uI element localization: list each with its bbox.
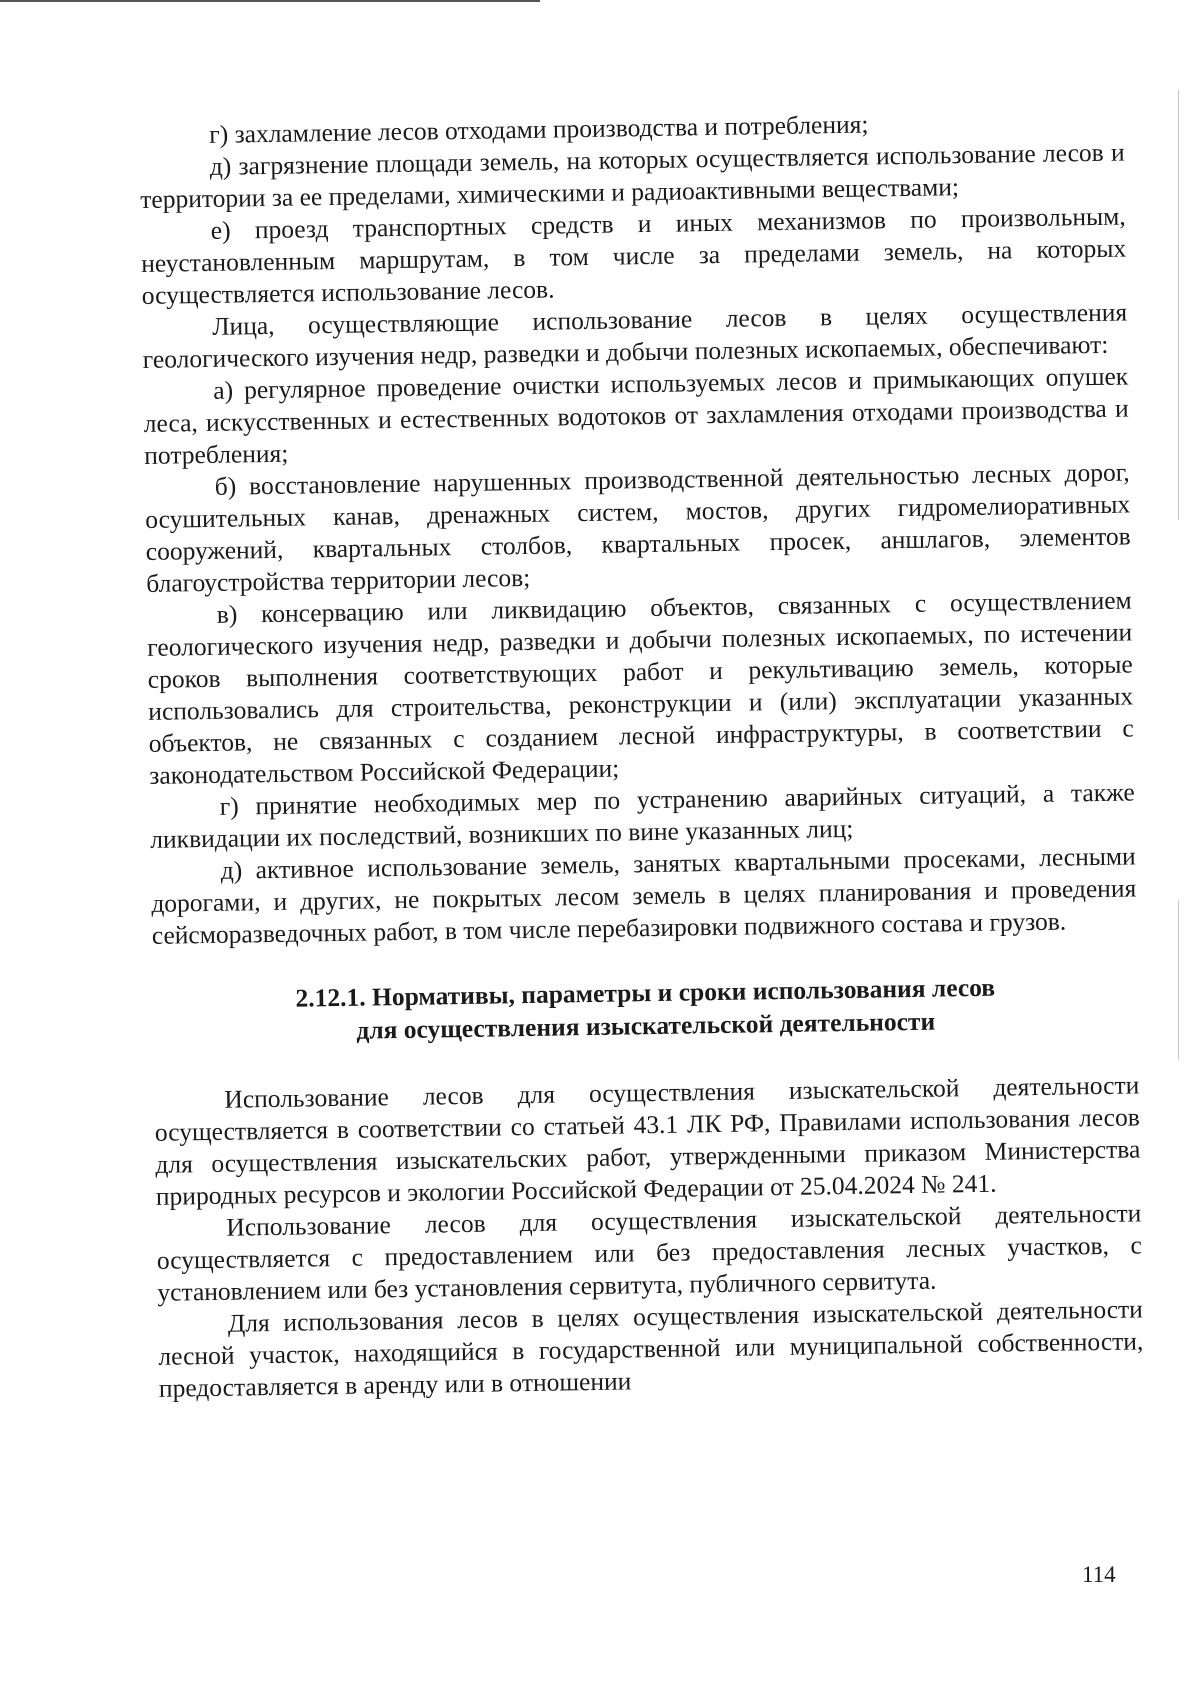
top-border-line (0, 0, 540, 2)
paragraph: е) проезд транспортных средств и иных механизмов по произвольным, неустановленным маршрутам, в том числе за пределами земель, на которых осуществляется использование лесов. (141, 201, 1127, 310)
scan-edge-line (1178, 90, 1179, 520)
paragraph: б) восстановление нарушенных производственной деятельностью лесных дорог, осушительных канав, дренажных систем, мостов, других гидромелиоративных сооружений, квартальных столбов, квартальных просек, аншлагов, элементов благоустройства территории лесов; (145, 457, 1131, 598)
paragraph: Использование лесов для осуществления изыскательской деятельности осуществляется в соответствии со статьей 43.1 ЛК РФ, Правилами использования лесов для осуществления изыскательских работ, утвержденными приказом Министерства природных ресурсов и экологии Российской Федерации от 25.04.2024 № 241. (154, 1070, 1141, 1211)
paragraph: г) принятие необходимых мер по устранению аварийных ситуаций, а также ликвидации их последствий, возникших по вине указанных лиц; (150, 777, 1135, 854)
paragraph: д) активное использование земель, занятых квартальными просеками, лесными дорогами, и других, не покрытых лесом земель в целях планирования и проведения сейсморазведочных работ, в том числе перебазировки подвижного состава и грузов. (151, 841, 1137, 950)
paragraph: Использование лесов для осуществления изыскательской деятельности осуществляется с предоставлением или без предоставления лесных участков, с установлением или без установления сервитута, публичного сервитута. (156, 1198, 1143, 1307)
section-heading-line-2: для осуществления изыскательской деятельности (356, 1006, 936, 1045)
section-heading-line-1: 2.12.1. Нормативы, параметры и сроки использования лесов (295, 972, 996, 1013)
paragraph: г) захламление лесов отходами производства и потребления; (209, 109, 869, 149)
paragraph: Лица, осуществляющие использование лесов в целях осуществления геологического изучения недр, разведки и добычи полезных ископаемых, обеспечивают: (142, 297, 1128, 374)
paragraph: а) регулярное проведение очистки используемых лесов и примыкающих опушек леса, искусственных и естественных водотоков от захламления отходами производства и потребления; (143, 361, 1129, 470)
scan-edge-line (1178, 900, 1179, 1060)
section-heading (153, 968, 1139, 1049)
page-text (139, 105, 1144, 1405)
paragraph: д) загрязнение площади земель, на которых осуществляется использование лесов и территории за ее пределами, химическими и радиоактивными веществами; (140, 137, 1125, 214)
paragraph: Для использования лесов в целях осуществления изыскательской деятельности лесной участок, находящийся в государственной или муниципальной собственности, предоставляется в аренду или в отношении (158, 1294, 1144, 1403)
paragraph: в) консервацию или ликвидацию объектов, связанных с осуществлением геологического изучения недр, разведки и добычи полезных ископаемых, по истечении сроков выполнения соответствующих работ и рекультивацию земель, которые использовались для строительства, реконструкции и (или) эксплуатации указанных объектов, не связанных с созданием лесной инфраструктуры, в соответствии с законодательством Российской Федерации; (147, 585, 1134, 790)
page-number: 114 (1082, 1562, 1116, 1587)
